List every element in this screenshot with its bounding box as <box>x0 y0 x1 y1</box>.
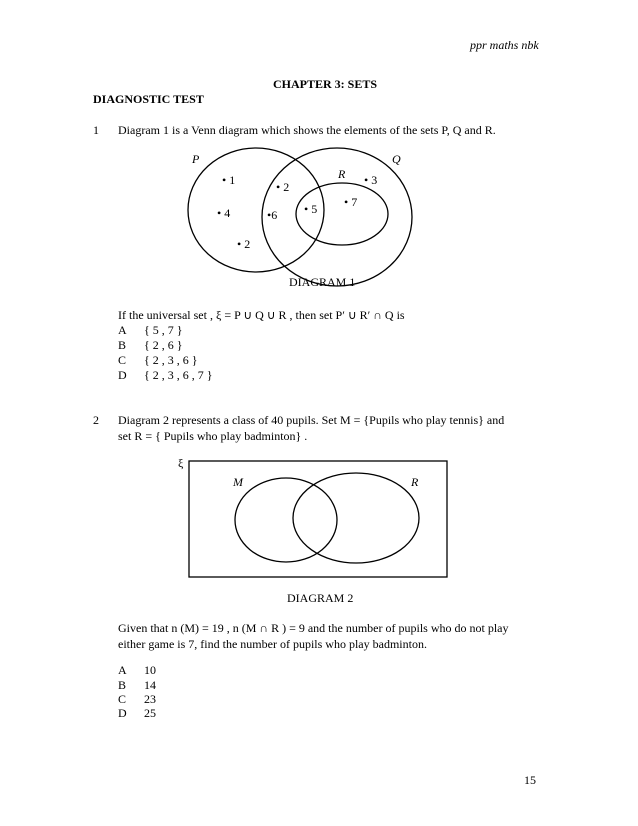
q2-text-line2: set R = { Pupils who play badminton} . <box>118 429 308 443</box>
option-letter: B <box>118 678 127 692</box>
diagram-1-caption: DIAGRAM 1 <box>289 275 356 289</box>
label-m: M <box>233 475 243 489</box>
q2-option-d <box>118 706 156 720</box>
option-text: { 5 , 7 } <box>144 323 183 337</box>
q1-prompt: If the universal set , ξ = P ∪ Q ∪ R , then set P′ ∪ R′ ∩ Q is <box>118 308 405 322</box>
q2-given-line1: Given that n (M) = 19 , n (M ∩ R ) = 9 and the number of pupils who do not play <box>118 621 509 635</box>
option-text: 25 <box>144 706 156 720</box>
option-text: { 2 , 3 , 6 , 7 } <box>144 368 213 382</box>
chapter-title: CHAPTER 3: SETS <box>273 77 378 91</box>
element-2-pq: • 2 <box>276 180 290 194</box>
q2-option-a <box>118 663 156 677</box>
q2-number: 2 <box>93 413 99 427</box>
option-text: 14 <box>144 678 156 692</box>
section-title: DIAGNOSTIC TEST <box>93 92 204 106</box>
option-text: 23 <box>144 692 156 706</box>
diagram-2-caption: DIAGRAM 2 <box>287 591 354 605</box>
q1-text: Diagram 1 is a Venn diagram which shows the elements of the sets P, Q and R. <box>118 123 496 137</box>
option-letter: B <box>118 338 127 352</box>
set-q-circle <box>262 148 412 286</box>
option-text: { 2 , 3 , 6 } <box>144 353 198 367</box>
page-number: 15 <box>524 773 536 787</box>
header-note: ppr maths nbk <box>470 38 539 52</box>
q2-option-c <box>118 692 156 706</box>
label-xi: ξ <box>178 456 184 470</box>
element-7: • 7 <box>344 195 358 209</box>
label-r2: R <box>411 475 419 489</box>
option-letter: C <box>118 692 127 706</box>
set-m-circle <box>235 478 337 562</box>
label-q: Q <box>392 152 401 166</box>
element-5: • 5 <box>304 202 318 216</box>
q2-text-line1: Diagram 2 represents a class of 40 pupils. Set M = {Pupils who play tennis} and <box>118 413 505 427</box>
option-text: 10 <box>144 663 156 677</box>
label-p: P <box>192 152 200 166</box>
option-text: { 2 , 6 } <box>144 338 183 352</box>
venn-diagram-1 <box>0 140 638 440</box>
q2-given-line2: either game is 7, find the number of pupils who play badminton. <box>118 637 427 651</box>
option-letter: A <box>118 663 127 677</box>
universal-set-box <box>189 461 447 577</box>
element-4: • 4 <box>217 206 231 220</box>
q1-option-a <box>118 323 183 337</box>
q1-option-c <box>118 353 198 367</box>
element-2-p: • 2 <box>237 237 251 251</box>
element-3: • 3 <box>364 173 378 187</box>
option-letter: C <box>118 353 127 367</box>
option-letter: D <box>118 706 127 720</box>
venn-diagram-2 <box>0 450 638 620</box>
option-letter: A <box>118 323 127 337</box>
label-r: R <box>338 167 346 181</box>
q1-number: 1 <box>93 123 99 137</box>
option-letter: D <box>118 368 127 382</box>
set-r2-circle <box>293 473 419 563</box>
q2-option-b <box>118 678 156 692</box>
element-6: •6 <box>267 208 278 222</box>
q1-option-d <box>118 368 213 382</box>
element-1: • 1 <box>222 173 236 187</box>
q1-option-b <box>118 338 183 352</box>
